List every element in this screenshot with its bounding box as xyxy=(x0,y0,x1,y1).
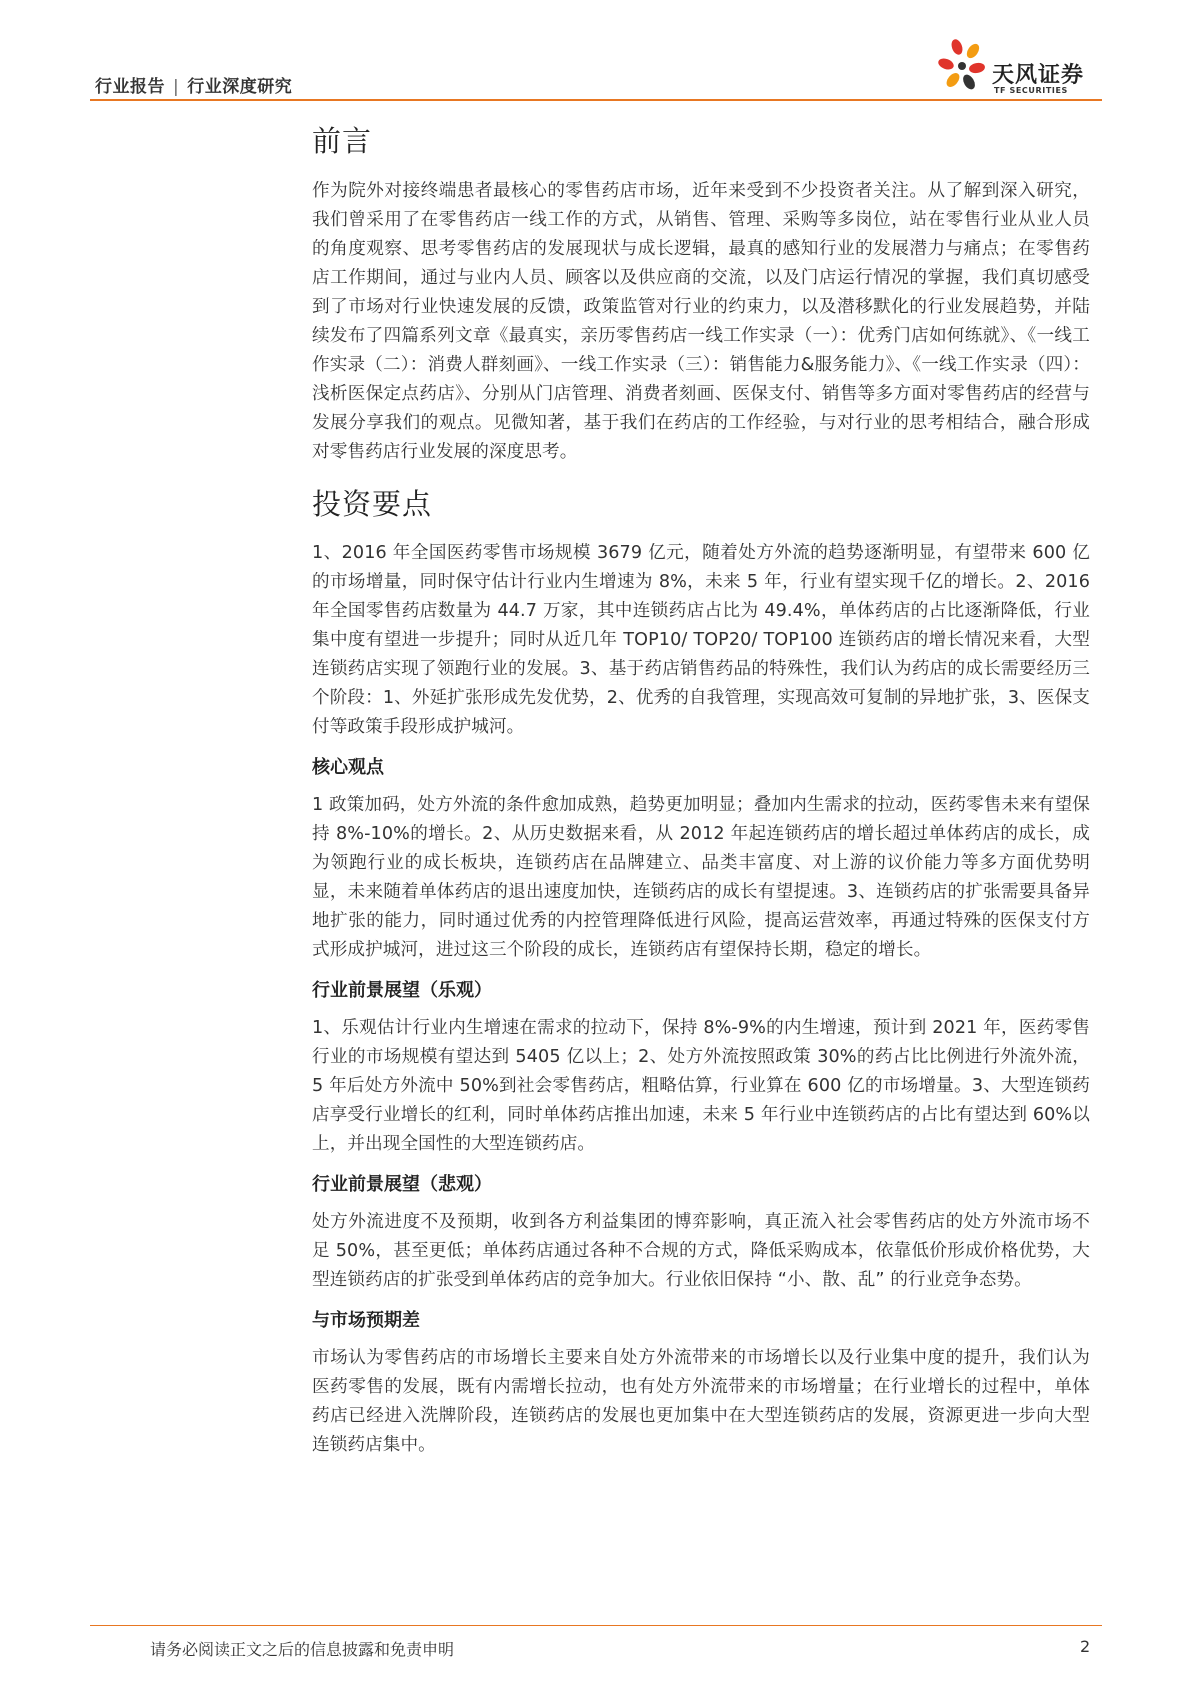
tf-securities-logo xyxy=(935,38,1105,98)
investment-body: 1、2016 年全国医药零售市场规模 3679 亿元，随着处方外流的趋势逐渐明显，有望带来 600 亿的市场增量，同时保守估计行业内生增速为 8%，未来 5 年，行业有望实现千亿的增长。2、2016 年全国零售药店数量为 44.7 万家，其中连锁药店占比为 49.4%，单体药店的占比逐渐降低，行业集中度有望进一步提升；同时从近几年 TOP10/ TOP20/ TOP100 连锁药店的增长情况来看，大型连锁药店实现了领跑行业的发展。3、基于药店销售药品的特殊性，我们认为药店的成长需要经历三个阶段：1、外延扩张形成先发优势，2、优秀的自我管理，实现高效可复制的异地扩张，3、医保支付等政策手段形成护城河。 xyxy=(312,543,1090,737)
pessimistic-outlook-body: 处方外流进度不及预期，收到各方利益集团的博弈影响，真正流入社会零售药店的处方外流市场不足 50%，甚至更低；单体药店通过各种不合规的方式，降低采购成本，依靠低价形成价格优势，大型连锁药店的扩张受到单体药店的竞争加大。行业依旧保持 “小、散、乱” 的行业竞争态势。 xyxy=(312,1212,1090,1290)
core-view-body: 1 政策加码，处方外流的条件愈加成熟，趋势更加明显；叠加内生需求的拉动，医药零售未来有望保持 8%-10%的增长。2、从历史数据来看，从 2012 年起连锁药店的增长超过单体药店的成长，成为领跑行业的成长板块，连锁药店在品牌建立、品类丰富度、对上游的议价能力等多方面优势明显，未来随着单体药店的退出速度加快，连锁药店的成长有望提速。3、连锁药店的扩张需要具备异地扩张的能力，同时通过优秀的内控管理降低进行风险，提高运营效率，再通过特殊的医保支付方式形成护城河，进过这三个阶段的成长，连锁药店有望保持长期，稳定的增长。 xyxy=(312,795,1090,960)
core-view-heading: 核心观点 xyxy=(312,757,384,778)
report-type: 行业报告 xyxy=(95,77,165,97)
flower-logo-icon xyxy=(935,38,991,98)
footer-divider xyxy=(90,1625,1102,1626)
preface-body: 作为院外对接终端患者最核心的零售药店市场，近年来受到不少投资者关注。从了解到深入研究，我们曾采用了在零售药店一线工作的方式，从销售、管理、采购等多岗位，站在零售行业从业人员的角度观察、思考零售药店的发展现状与成长逻辑，最真的感知行业的发展潜力与痛点；在零售药店工作期间，通过与业内人员、顾客以及供应商的交流，以及门店运行情况的掌握，我们真切感受到了市场对行业快速发展的反馈，政策监管对行业的约束力，以及潜移默化的行业发展趋势，并陆续发布了四篇系列文章《最真实，亲历零售药店一线工作实录（一）：优秀门店如何练就》、《一线工作实录（二）：消费人群刻画》、一线工作实录（三）：销售能力&服务能力》、《一线工作实录（四）：浅析医保定点药店》、分别从门店管理、消费者刻画、医保支付、销售等多方面对零售药店的经营与发展分享我们的观点。见微知著，基于我们在药店的工作经验，与对行业的思考相结合，融合形成对零售药店行业发展的深度思考。 xyxy=(312,181,1090,462)
logo-text-en: TF SECURITIES xyxy=(994,86,1068,95)
preface-title: 前言 xyxy=(312,124,373,158)
page-number: 2 xyxy=(1080,1637,1091,1656)
optimistic-outlook-heading: 行业前景展望（乐观） xyxy=(312,980,492,1001)
expectation-gap-heading: 与市场预期差 xyxy=(312,1310,420,1331)
footer-disclaimer: 请务必阅读正文之后的信息披露和免责申明 xyxy=(150,1640,455,1659)
pessimistic-outlook-heading: 行业前景展望（悲观） xyxy=(312,1174,492,1195)
report-category xyxy=(95,72,292,97)
optimistic-outlook-body: 1、乐观估计行业内生增速在需求的拉动下，保持 8%-9%的内生增速，预计到 2021 年，医药零售行业的市场规模有望达到 5405 亿以上；2、处方外流按照政策 30%的药占比比例进行外流外流，5 年后处方外流中 50%到社会零售药店，粗略估算，行业算在 600 亿的市场增量。3、大型连锁药店享受行业增长的红利，同时单体药店推出加速，未来 5 年行业中连锁药店的占比有望达到 60%以上，并出现全国性的大型连锁药店。 xyxy=(312,1018,1090,1154)
investment-title: 投资要点 xyxy=(312,487,433,521)
main-content xyxy=(312,122,1090,1460)
report-subtype: 行业深度研究 xyxy=(187,77,293,97)
header-divider xyxy=(90,99,1102,101)
expectation-gap-body: 市场认为零售药店的市场增长主要来自处方外流带来的市场增长以及行业集中度的提升，我们认为医药零售的发展，既有内需增长拉动，也有处方外流带来的市场增量；在行业增长的过程中，单体药店已经进入洗牌阶段，连锁药店的发展也更加集中在大型连锁药店的发展，资源更进一步向大型连锁药店集中。 xyxy=(312,1348,1090,1455)
logo-text-cn: 天风证券 xyxy=(992,63,1085,88)
header-separator: | xyxy=(173,77,180,97)
